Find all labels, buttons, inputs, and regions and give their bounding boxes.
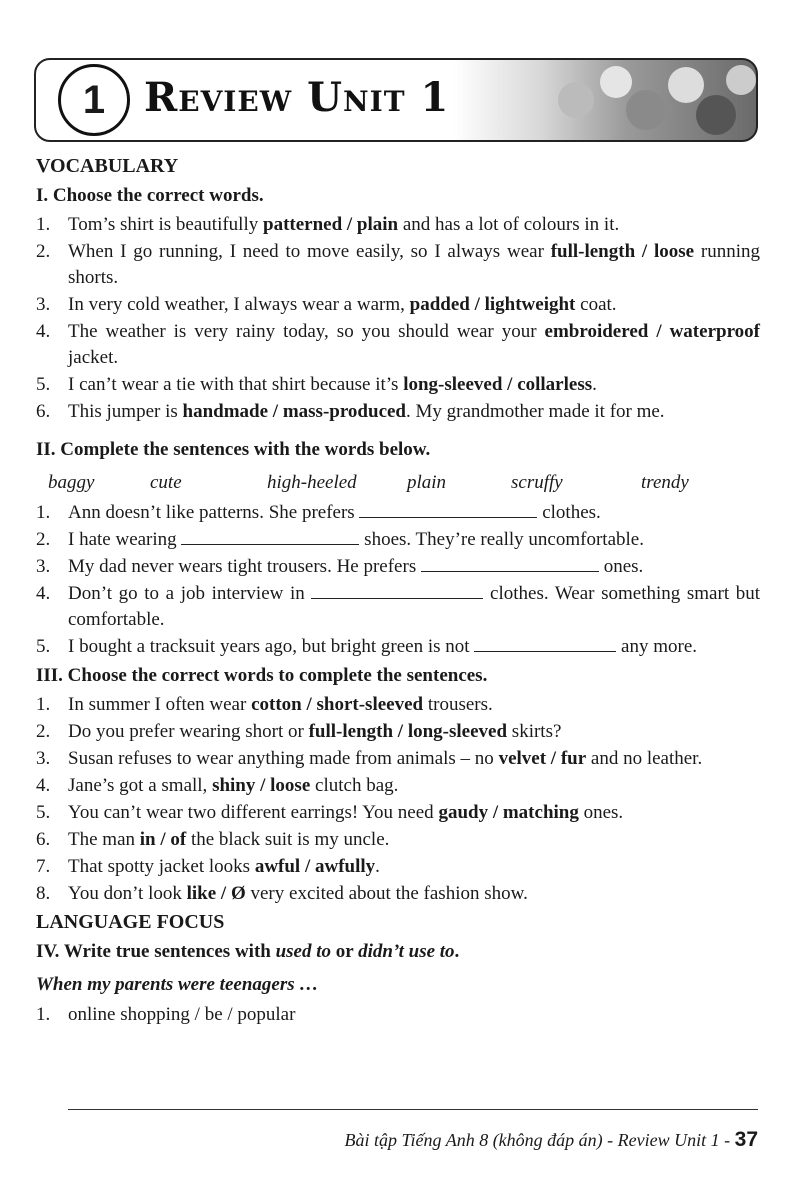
item-text-end: . <box>375 856 380 877</box>
item-text <box>68 292 760 318</box>
item-text-end: running shorts. <box>68 241 761 288</box>
item-number: 1. <box>36 502 51 523</box>
item-text-end: and no leather. <box>586 748 703 769</box>
answer-blank[interactable] <box>311 581 483 599</box>
item-number: 6. <box>36 401 51 422</box>
task1-list <box>36 212 760 425</box>
item-text-start: Do you prefer wearing short or <box>68 721 309 742</box>
task4-list <box>36 1002 760 1028</box>
list-item <box>36 581 760 633</box>
item-text <box>68 500 760 526</box>
list-item <box>36 399 760 425</box>
item-text-start: In very cold weather, I always wear a warm, <box>68 294 410 315</box>
item-text-start: You don’t look <box>68 883 187 904</box>
answer-blank[interactable] <box>359 500 537 518</box>
word-bank-item: scruffy <box>511 472 563 493</box>
item-text-start: In summer I often wear <box>68 694 252 715</box>
answer-options: full-length / long-sleeved <box>308 721 508 742</box>
answer-options: embroidered / waterproof <box>544 321 760 342</box>
answer-options: cotton / short-sleeved <box>251 694 424 715</box>
item-text <box>68 527 760 553</box>
list-item <box>36 692 760 718</box>
item-text-start: I can’t wear a tie with that shirt because it’s <box>68 374 404 395</box>
list-item <box>36 239 760 291</box>
item-text-end: coat. <box>575 294 617 315</box>
item-text-end: clothes. <box>537 502 601 523</box>
item-number: 2. <box>36 529 51 550</box>
item-text-start: Susan refuses to wear anything made from animals – no <box>68 748 499 769</box>
item-text <box>68 827 760 853</box>
item-text-start: I hate wearing <box>68 529 182 550</box>
item-text <box>68 319 760 371</box>
answer-options: patterned / plain <box>263 214 399 235</box>
list-item <box>36 773 760 799</box>
item-text-end: very excited about the fashion show. <box>245 883 528 904</box>
item-number: 5. <box>36 374 51 395</box>
item-text <box>68 746 760 772</box>
item-text-start: I bought a tracksuit years ago, but bright green is not <box>68 636 475 657</box>
item-text-start: online shopping / be / popular <box>68 1004 296 1025</box>
page-title: Review Unit 1 <box>144 74 450 121</box>
item-text-end: ones. <box>578 802 624 823</box>
item-number: 3. <box>36 556 51 577</box>
puzzle-decoration-icon <box>536 60 756 140</box>
item-text-end: ones. <box>598 556 644 577</box>
answer-options: velvet / fur <box>498 748 587 769</box>
item-text-end: jacket. <box>68 347 119 368</box>
answer-options: padded / lightweight <box>409 294 576 315</box>
item-text-start: The weather is very rainy today, so you should wear your <box>68 321 545 342</box>
word-bank-item: plain <box>407 472 447 493</box>
worksheet-content <box>36 152 760 1029</box>
word-bank-item: cute <box>150 472 182 493</box>
item-text <box>68 372 760 398</box>
answer-options: gaudy / matching <box>438 802 579 823</box>
page-footer: Bài tập Tiếng Anh 8 (không đáp án) - Review Unit 1 - 37 <box>344 1128 758 1151</box>
answer-options: handmade / mass-produced <box>182 401 407 422</box>
item-number: 1. <box>36 214 51 235</box>
item-number: 7. <box>36 856 51 877</box>
list-item <box>36 554 760 580</box>
item-number: 1. <box>36 1004 51 1025</box>
item-text <box>68 719 760 745</box>
item-text-start: My dad never wears tight trousers. He prefers <box>68 556 421 577</box>
item-number: 8. <box>36 883 51 904</box>
item-text-start: Tom’s shirt is beautifully <box>68 214 263 235</box>
task4-subheading: When my parents were teenagers … <box>36 974 319 995</box>
item-text <box>68 854 760 880</box>
item-text-end: trousers. <box>423 694 493 715</box>
item-text-end: any more. <box>616 636 698 657</box>
item-text <box>68 881 760 907</box>
task4-instruction: IV. Write true sentences with used to or didn’t use to. <box>36 941 460 962</box>
list-item <box>36 854 760 880</box>
item-text <box>68 554 760 580</box>
item-number: 2. <box>36 721 51 742</box>
item-number: 4. <box>36 775 51 796</box>
list-item <box>36 746 760 772</box>
language-focus-heading: LANGUAGE FOCUS <box>36 911 225 933</box>
list-item <box>36 527 760 553</box>
item-text <box>68 800 760 826</box>
task2-instruction: II. Complete the sentences with the words below. <box>36 439 431 460</box>
item-text <box>68 1002 760 1028</box>
answer-blank[interactable] <box>181 527 359 545</box>
item-text-start: Don’t go to a job interview in <box>68 583 312 604</box>
task3-list <box>36 692 760 907</box>
item-number: 5. <box>36 802 51 823</box>
page-number: 37 <box>734 1128 758 1151</box>
item-text-end: . My grandmother made it for me. <box>406 401 665 422</box>
answer-blank[interactable] <box>421 554 599 572</box>
answer-options: in / of <box>139 829 187 850</box>
answer-options: long-sleeved / collarless <box>403 374 593 395</box>
task3-instruction: III. Choose the correct words to complete the sentences. <box>36 665 488 686</box>
item-text-start: You can’t wear two different earrings! You need <box>68 802 439 823</box>
list-item <box>36 292 760 318</box>
list-item <box>36 319 760 371</box>
answer-blank[interactable] <box>474 634 616 652</box>
item-text <box>68 399 760 425</box>
item-text-start: That spotty jacket looks <box>68 856 255 877</box>
item-number: 4. <box>36 583 51 604</box>
list-item <box>36 881 760 907</box>
item-text-end: . <box>592 374 597 395</box>
item-text-start: When I go running, I need to move easily, so I always wear <box>68 241 551 262</box>
item-text <box>68 692 760 718</box>
list-item <box>36 372 760 398</box>
item-number: 6. <box>36 829 51 850</box>
item-text <box>68 239 760 291</box>
item-text-end: skirts? <box>507 721 562 742</box>
word-bank-item: trendy <box>641 472 689 493</box>
answer-options: like / Ø <box>186 883 246 904</box>
item-text-end: and has a lot of colours in it. <box>398 214 620 235</box>
item-number: 3. <box>36 748 51 769</box>
answer-options: shiny / loose <box>212 775 311 796</box>
item-text <box>68 212 760 238</box>
item-text-end: the black suit is my uncle. <box>186 829 390 850</box>
list-item <box>36 634 760 660</box>
word-bank-item: high-heeled <box>267 472 357 493</box>
vocabulary-heading: VOCABULARY <box>36 155 179 177</box>
item-text <box>68 773 760 799</box>
word-bank <box>36 466 760 500</box>
item-text <box>68 581 760 633</box>
word-bank-item: baggy <box>48 472 95 493</box>
list-item <box>36 1002 760 1028</box>
answer-options: awful / awfully <box>254 856 376 877</box>
item-text-start: The man <box>68 829 140 850</box>
item-number: 3. <box>36 294 51 315</box>
list-item <box>36 800 760 826</box>
item-text-start: This jumper is <box>68 401 183 422</box>
list-item <box>36 719 760 745</box>
item-text-end: shoes. They’re really uncomfortable. <box>359 529 644 550</box>
answer-options: full-length / loose <box>550 241 695 262</box>
list-item <box>36 827 760 853</box>
item-text-start: Jane’s got a small, <box>68 775 213 796</box>
task2-list <box>36 500 760 660</box>
footer-divider <box>68 1109 758 1110</box>
item-text <box>68 634 760 660</box>
task1-instruction: I. Choose the correct words. <box>36 185 264 206</box>
item-text-end: clothes. Wear something smart but comfortable. <box>68 583 760 630</box>
item-number: 4. <box>36 321 51 342</box>
list-item <box>36 212 760 238</box>
item-number: 5. <box>36 636 51 657</box>
unit-number-badge: 1 <box>58 64 130 136</box>
list-item <box>36 500 760 526</box>
item-number: 2. <box>36 241 51 262</box>
item-text-end: clutch bag. <box>310 775 399 796</box>
item-text-start: Ann doesn’t like patterns. She prefers <box>68 502 360 523</box>
item-number: 1. <box>36 694 51 715</box>
